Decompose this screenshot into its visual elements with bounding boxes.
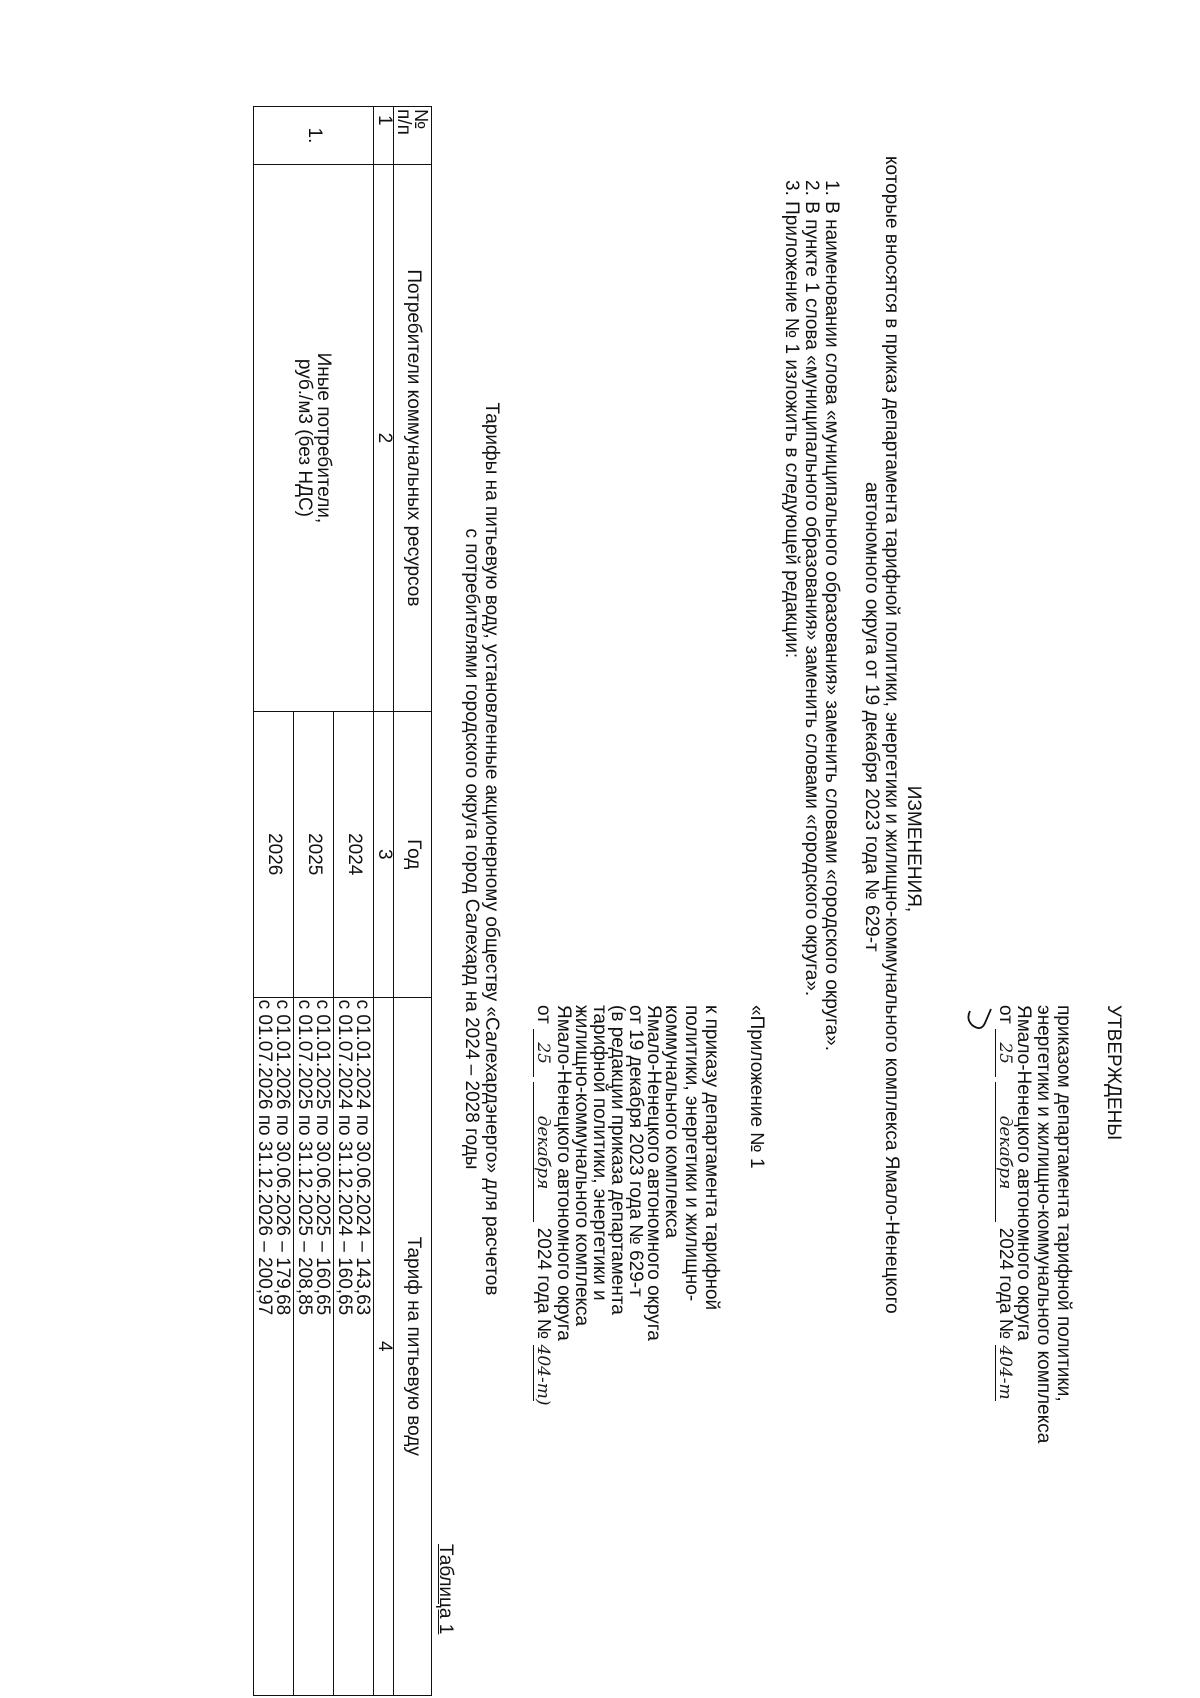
appendix-date-line xyxy=(533,1005,554,1406)
appendix-title: «Приложение № 1 xyxy=(746,1005,767,1169)
appendix-line-9: Ямало-Ненецкого автономного округа xyxy=(553,1005,574,1341)
consumer-cell: Иные потребители, руб./м3 (без НДС) xyxy=(254,164,374,711)
header-year: Год xyxy=(394,711,432,997)
table-header-row xyxy=(394,107,432,1696)
appendix-line-5: от 19 декабря 2023 года № 629-т xyxy=(625,1005,646,1297)
approval-date-day: 25 xyxy=(995,1029,1014,1077)
appendix-date-year: 2024 года № xyxy=(533,1227,554,1340)
tariff-period: с 01.07.2025 по 31.12.2025 – 208,85 xyxy=(294,999,316,1316)
approval-number: 404-т xyxy=(995,1345,1015,1400)
appendix-line-2: политики, энергетики и жилищно- xyxy=(681,1005,702,1302)
header-number: № п/п xyxy=(394,107,432,165)
column-number-2: 2 xyxy=(374,164,394,711)
appendix-line-8: жилищно-коммунального комплекса xyxy=(571,1005,592,1327)
tariffs-title-line-1: Тарифы на питьевую воду, установленные акционерному обществу «Салехардэнерго» для расчетов xyxy=(481,402,502,1296)
column-number-1: 1 xyxy=(374,107,394,165)
approval-date-prefix: от xyxy=(995,1005,1016,1024)
change-item-2: 2. В пункте 1 слова «муниципального образования» заменить словами «городского округа». xyxy=(801,180,822,997)
table-row xyxy=(334,107,374,1696)
change-item-1: 1. В наименовании слова «муниципального образования» заменить словами «городского округа». xyxy=(821,180,842,1052)
changes-title: ИЗМЕНЕНИЯ, xyxy=(903,785,924,913)
table-label: Таблица 1 xyxy=(435,1544,456,1635)
changes-subtitle-line-1: которые вносятся в приказ департамента тарифной политики, энергетики и жилищно-коммунального комплекса Ямало-Ненецкого xyxy=(881,156,902,1314)
approval-line-2: энергетики и жилищно-коммунального комплекса xyxy=(1033,1005,1054,1444)
approval-line-1: приказом департамента тарифной политики, xyxy=(1053,1005,1074,1402)
handwritten-hook-mark xyxy=(964,1005,994,1045)
changes-subtitle-line-2: автономного округа от 19 декабря 2023 года № 629-т xyxy=(861,482,882,952)
appendix-date-day: 25 xyxy=(533,1029,552,1077)
change-item-3: 3. Приложение № 1 изложить в следующей редакции: xyxy=(781,180,802,659)
tariff-period: с 01.07.2024 по 31.12.2024 – 160,65 xyxy=(334,999,356,1316)
tariff-cell-2024 xyxy=(334,997,374,1695)
appendix-number: 404-т) xyxy=(533,1344,553,1406)
tariff-period: с 01.01.2025 по 30.06.2025 – 160,65 xyxy=(312,999,334,1316)
appendix-line-4: Ямало-Ненецкого автономного округа xyxy=(643,1005,664,1341)
appendix-line-3: коммунального комплекса xyxy=(661,1005,682,1239)
approval-date-year: 2024 года № xyxy=(995,1227,1016,1340)
appendix-line-6: (в редакции приказа департамента xyxy=(607,1005,628,1315)
header-consumers: Потребители коммунальных ресурсов xyxy=(394,164,432,711)
tariff-period: с 01.01.2024 по 30.06.2024 – 143,63 xyxy=(352,999,374,1316)
tariff-cell-2026 xyxy=(254,997,294,1695)
row-number: 1. xyxy=(254,107,374,165)
approval-date-line xyxy=(995,1005,1014,1401)
approval-date-month: декабря xyxy=(995,1082,1014,1222)
year-cell-2024: 2024 xyxy=(334,711,374,997)
table-column-numbers-row xyxy=(374,107,394,1696)
tariff-period: с 01.01.2026 по 30.06.2026 – 179,68 xyxy=(272,999,294,1316)
column-number-3: 3 xyxy=(374,711,394,997)
appendix-date-prefix: от xyxy=(533,1005,554,1024)
column-number-4: 4 xyxy=(374,997,394,1695)
approval-title: УТВЕРЖДЕНЫ xyxy=(1103,1005,1124,1141)
header-tariff: Тариф на питьевую воду xyxy=(394,997,432,1695)
appendix-line-1: к приказу департамента тарифной xyxy=(701,1005,722,1311)
tariffs-title-line-2: с потребителями городского округа город Салехард на 2024 – 2028 годы xyxy=(461,528,482,1170)
tariff-cell-2025 xyxy=(294,997,334,1695)
tariff-table xyxy=(253,106,432,1696)
tariff-period: с 01.07.2026 по 31.12.2026 – 200,97 xyxy=(254,999,276,1316)
year-cell-2025: 2025 xyxy=(294,711,334,997)
approval-line-3: Ямало-Ненецкого автономного округа xyxy=(1013,1005,1034,1341)
year-cell-2026: 2026 xyxy=(254,711,294,997)
appendix-line-7: тарифной политики, энергетики и xyxy=(589,1005,610,1301)
appendix-date-month: декабря xyxy=(533,1082,552,1222)
